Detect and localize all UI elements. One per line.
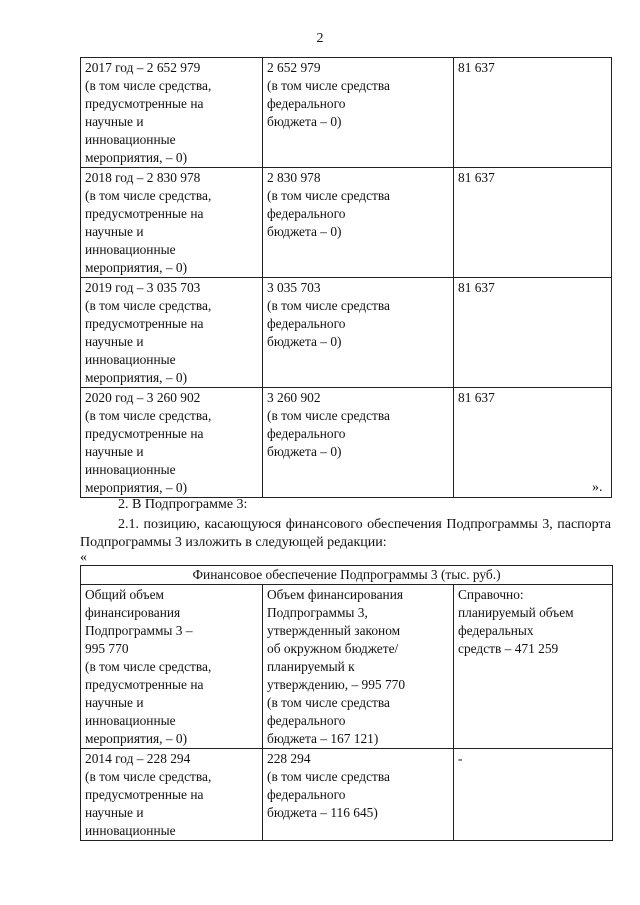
cell-line: 995 770 — [85, 641, 129, 656]
cell-line: инновационные — [85, 823, 176, 838]
cell-line: научные и — [85, 695, 144, 710]
cell-line: утверждению, – 995 770 — [267, 677, 406, 692]
cell-line: научные и — [85, 334, 144, 349]
cell-line: (в том числе средства, — [85, 298, 212, 313]
cell-line: научные и — [85, 114, 144, 129]
cell-line: инновационные — [85, 132, 176, 147]
cell-line: (в том числе средства, — [85, 188, 212, 203]
cell-line: научные и — [85, 805, 144, 820]
cell-line: (в том числе средства — [267, 78, 390, 93]
cell-line: (в том числе средства, — [85, 769, 212, 784]
cell-line: Подпрограммы 3 – — [85, 623, 193, 638]
cell-line: 81 637 — [458, 60, 495, 75]
cell-line: предусмотренные на — [85, 316, 204, 331]
cell-line: планируемый к — [267, 659, 355, 674]
cell-line: - — [458, 751, 463, 766]
cell-line: 81 637 — [458, 170, 495, 185]
cell-line: (в том числе средства, — [85, 659, 212, 674]
cell-line: (в том числе средства — [267, 408, 390, 423]
cell-line: федерального — [267, 96, 346, 111]
year-total-cell — [81, 749, 263, 841]
cell-line: бюджета – 0) — [267, 114, 342, 129]
cell-line: инновационные — [85, 462, 176, 477]
reference-amount-cell — [454, 58, 612, 168]
reference-federal-cell — [454, 585, 613, 749]
reference-amount-cell — [454, 749, 613, 841]
cell-line: (в том числе средства — [267, 298, 390, 313]
cell-line: 2 652 979 — [267, 60, 321, 75]
table-header-cell: Финансовое обеспечение Подпрограммы 3 (тыс. руб.) — [81, 566, 613, 585]
reference-amount-cell — [454, 278, 612, 388]
cell-line: 2 830 978 — [267, 170, 321, 185]
opening-quote: « — [80, 550, 87, 565]
cell-line: федеральных — [458, 623, 534, 638]
approved-financing-cell — [263, 585, 454, 749]
year-total-cell — [81, 388, 263, 498]
cell-line: инновационные — [85, 352, 176, 367]
cell-line: научные и — [85, 224, 144, 239]
cell-line: Объем финансирования — [267, 587, 404, 602]
reference-amount-cell — [454, 388, 612, 498]
year-total-cell — [81, 58, 263, 168]
cell-line: федерального — [267, 787, 346, 802]
budget-amount-cell — [263, 749, 454, 841]
table-header-row — [81, 566, 613, 585]
cell-line: бюджета – 116 645) — [267, 805, 378, 820]
cell-line: (в том числе средства — [267, 769, 390, 784]
cell-line: инновационные — [85, 713, 176, 728]
cell-line: 81 637 — [458, 390, 495, 405]
cell-line: мероприятия, – 0) — [85, 480, 188, 495]
year-total-cell — [81, 168, 263, 278]
table-row — [81, 58, 612, 168]
budget-amount-cell — [263, 58, 454, 168]
cell-line: 2017 год – 2 652 979 — [85, 60, 201, 75]
subprogram-3-financing-table — [80, 565, 613, 841]
budget-amount-cell — [263, 278, 454, 388]
cell-line: бюджета – 0) — [267, 224, 342, 239]
cell-line: 81 637 — [458, 280, 495, 295]
cell-line: федерального — [267, 426, 346, 441]
cell-line: (в том числе средства, — [85, 408, 212, 423]
year-total-cell — [81, 278, 263, 388]
cell-line: предусмотренные на — [85, 677, 204, 692]
cell-line: федерального — [267, 713, 346, 728]
cell-line: федерального — [267, 206, 346, 221]
cell-line: 228 294 — [267, 751, 311, 766]
table-row — [81, 388, 612, 498]
cell-line: 2020 год – 3 260 902 — [85, 390, 201, 405]
cell-line: предусмотренные на — [85, 96, 204, 111]
table-row — [81, 168, 612, 278]
cell-line: научные и — [85, 444, 144, 459]
cell-line: Общий объем — [85, 587, 164, 602]
total-financing-cell — [81, 585, 263, 749]
cell-line: 3 035 703 — [267, 280, 321, 295]
budget-amount-cell — [263, 388, 454, 498]
cell-line: 3 260 902 — [267, 390, 321, 405]
cell-line: федерального — [267, 316, 346, 331]
cell-line: 2018 год – 2 830 978 — [85, 170, 201, 185]
cell-line: утвержденный законом — [267, 623, 401, 638]
cell-line: бюджета – 167 121) — [267, 731, 379, 746]
closing-quote: ». — [592, 480, 603, 495]
cell-line: об окружном бюджете/ — [267, 641, 399, 656]
cell-line: 2014 год – 228 294 — [85, 751, 191, 766]
cell-line: Справочно: — [458, 587, 524, 602]
reference-amount-cell — [454, 168, 612, 278]
paragraph-edit-instruction: 2.1. позицию, касающуюся финансового обеспечения Подпрограммы 3, паспорта Подпрограммы 3 изложить в следующей редакции: — [80, 517, 611, 550]
table-row — [81, 749, 613, 841]
paragraph-subprogram-3: 2. В Подпрограмме 3: — [118, 497, 248, 512]
cell-line: финансирования — [85, 605, 181, 620]
cell-line: мероприятия, – 0) — [85, 260, 188, 275]
cell-line: 2019 год – 3 035 703 — [85, 280, 201, 295]
cell-line: (в том числе средства — [267, 695, 390, 710]
table-row — [81, 585, 613, 749]
cell-line: средств – 471 259 — [458, 641, 559, 656]
cell-line: мероприятия, – 0) — [85, 731, 188, 746]
cell-line: мероприятия, – 0) — [85, 150, 188, 165]
cell-line: бюджета – 0) — [267, 444, 342, 459]
cell-line: предусмотренные на — [85, 787, 204, 802]
cell-line: (в том числе средства, — [85, 78, 212, 93]
cell-line: бюджета – 0) — [267, 334, 342, 349]
table-row — [81, 278, 612, 388]
cell-line: мероприятия, – 0) — [85, 370, 188, 385]
cell-line: планируемый объем — [458, 605, 574, 620]
cell-line: предусмотренные на — [85, 206, 204, 221]
budget-amount-cell — [263, 168, 454, 278]
cell-line: инновационные — [85, 242, 176, 257]
cell-line: предусмотренные на — [85, 426, 204, 441]
page-number: 2 — [316, 31, 324, 46]
cell-line: (в том числе средства — [267, 188, 390, 203]
financing-table-continuation — [80, 57, 612, 498]
cell-line: Подпрограммы 3, — [267, 605, 368, 620]
